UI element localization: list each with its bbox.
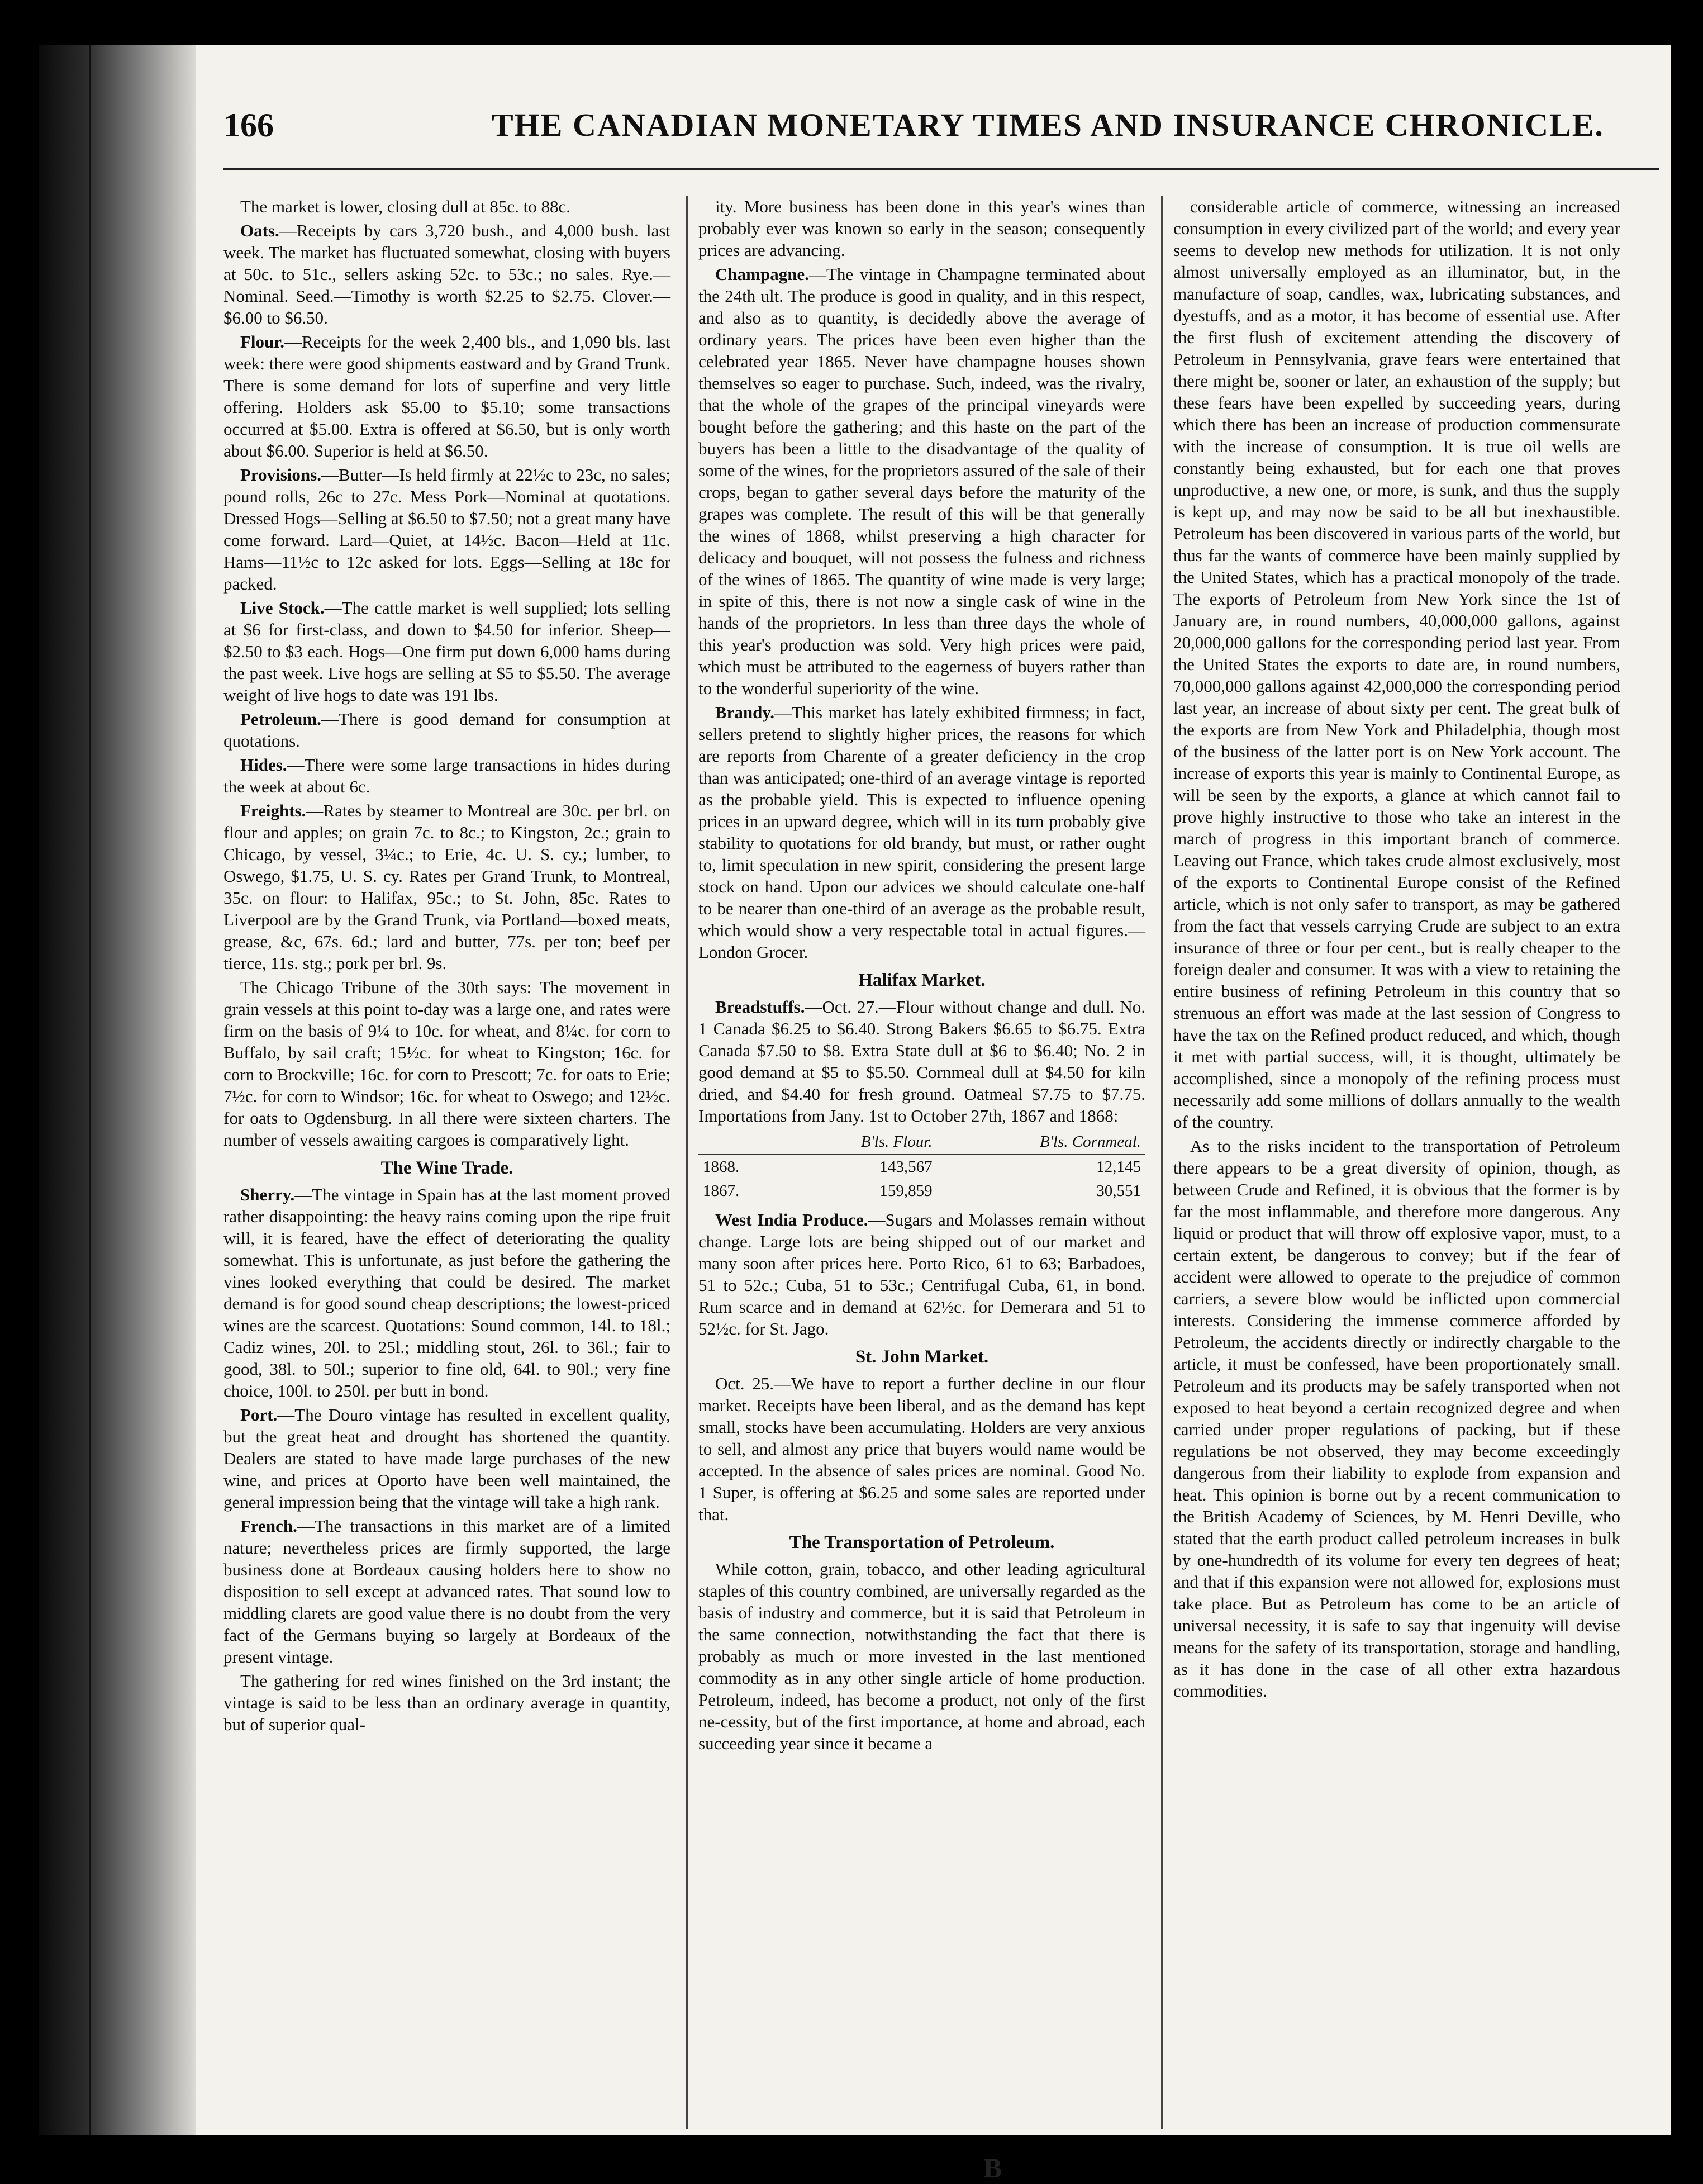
paragraph: The Chicago Tribune of the 30th says: The movement in grain vessels at this point to-day was a large one, and rates were firm on the basis of 9¼ to 10c. for wheat, and 8¼c. for corn to Buffalo, by sail craft; 15½c. for wheat to Kingston; 16c. for corn to Brockville; 16c. for corn to Prescott; 7c. for oats to Erie; 7½c. for corn to Windsor; 16c. for wheat to Oswego; and 12½c. for oats to Ogdensburg. In all there were sixteen charters. The number of vessels awaiting cargoes is comparatively light. <box>223 977 670 1150</box>
paragraph: While cotton, grain, tobacco, and other leading agricultural staples of this country combined, are universally regarded as the basis of industry and commerce, but it is said that Petroleum in the same connection, notwithstanding the fact that there is probably as much or more invested in the last mentioned commodity as in any other single article of home production. Petroleum, indeed, has become a product, not only of the first ne-cessity, but of the first importance, at home and abroad, each succeeding year since it became a <box>698 1559 1145 1753</box>
paragraph: Oct. 25.—We have to report a further decline in our flour market. Receipts have been liberal, and as the demand has kept small, stocks have been accumulating. Holders are very anxious to sell, and almost any price that buyers would name would be accepted. In the absence of sales prices are nominal. Good No. 1 Super, is offering at $6.25 and some sales are reported under that. <box>698 1374 1145 1524</box>
header-rule <box>223 168 1659 170</box>
paragraph: The gathering for red wines finished on the 3rd instant; the vintage is said to be less than an ordinary average in quantity, but of superior qual- <box>223 1671 670 1734</box>
section-heading: The Wine Trade. <box>380 1158 513 1178</box>
paragraph: ity. More business has been done in this year's wines than probably ever was known so early in the season; consequently prices are advancing. <box>698 197 1145 260</box>
paragraph: The market is lower, closing dull at 85c. to 88c. <box>240 197 571 216</box>
paragraph: Freights.—Rates by steamer to Montreal are 30c. per brl. on flour and apples; on grain 7c. to 8c.; to Kingston, 2c.; grain to Chicago, by vessel, 3¼c.; to Erie, 4c. U. S. cy.; lumber, to Oswego, $1.75, U. S. cy. Rates per Grand Trunk, to Montreal, 35c. on flour: to Halifax, 95c.; to St. John, 85c. Rates to Liverpool are by the Grand Trunk, via Portland—boxed meats, grease, &c, 67s. 6d.; lard and butter, 77s. per ton; beef per tierce, 11s. stg.; pork per brl. 9s. <box>223 801 670 973</box>
paragraph: Champagne.—The vintage in Champagne terminated about the 24th ult. The produce is good in quality, and in this respect, and also as to quantity, is decidedly above the average of ordinary years. The prices have been even higher than the celebrated year 1865. Never have champagne houses shown themselves so eager to purchase. Such, indeed, was the rivalry, that the whole of the grapes of the principal vineyards were bought before the gathering; and this haste on the part of the buyers has been a little to the disadvantage of the quality of some of the wines, for the proprietors assured of the sale of their crops, began to gather several days before the maturity of the grapes was complete. The result of this will be that generally the wines of 1868, whilst preserving a high character for delicacy and bouquet, will not possess the fulness and richness of the wines of 1865. The quantity of wine made is very large; in spite of this, there is not now a single cask of wine in the hands of the proprietors. In less than three days the whole of this year's production was sold. Very high prices were paid, which must be attributed to the eagerness of buyers rather than to the wonderful superiority of the wine. <box>698 264 1145 698</box>
page-edge-line <box>89 45 91 2135</box>
section-heading: The Transportation of Petroleum. <box>789 1532 1055 1552</box>
paragraph: Provisions.—Butter—Is held firmly at 22½c to 23c, no sales; pound rolls, 26c to 27c. Mess Pork—Nominal at quotations. Dressed Hogs—Selling at $6.50 to $7.50; not a great many have come forward. Lard—Quiet, at 14½c. Bacon—Held at 11c. Hams—11½c to 12c asked for lots. Eggs—Selling at 18c for packed. <box>223 465 670 594</box>
table-header-cell <box>698 1130 784 1155</box>
column-divider <box>1161 196 1163 2129</box>
running-title: THE CANADIAN MONETARY TIMES AND INSURANCE CHRONICLE. <box>492 107 1604 143</box>
table-row <box>698 1179 1145 1203</box>
book-gutter-shadow <box>39 45 196 2135</box>
table-cell: 1867. <box>703 1182 740 1200</box>
paragraph: Flour.—Receipts for the week 2,400 bls., and 1,090 bls. last week: there were good shipments eastward and by Grand Trunk. There is some demand for lots of superfine and very little offering. Holders ask $5.00 to $5.10; some transactions occurred at $5.00. Extra is offered at $6.50, but is only worth about $6.00. Superior is held at $6.50. <box>223 332 670 460</box>
table-cell: 30,551 <box>1096 1182 1141 1200</box>
table-cell: 12,145 <box>1096 1158 1141 1176</box>
table-cell: 159,859 <box>879 1182 933 1200</box>
column-3 <box>1173 196 1620 2129</box>
table-header-cell: B'ls. Flour. <box>784 1130 937 1155</box>
paragraph: Sherry.—The vintage in Spain has at the last moment proved rather disappointing: the heavy rains coming upon the ripe fruit will, it is feared, have the effect of deteriorating the quality somewhat. This is unfortunate, as just before the gathering the vines looked everything that could be desired. The market demand is for good sound cheap descriptions; the lowest-priced wines are the scarcest. Quotations: Sound common, 14l. to 18l.; Cadiz wines, 20l. to 25l.; middling stout, 26l. to 36l.; fair to good, 38l. to 50l.; superior to fine old, 64l. to 90l.; very fine choice, 100l. to 250l. per butt in bond. <box>223 1185 670 1400</box>
paragraph: Port.—The Douro vintage has resulted in excellent quality, but the great heat and drought has shortened the quantity. Dealers are stated to have made large purchases of the new wine, and prices at Oporto have been well maintained, the general impression being that the vintage will take a high rank. <box>223 1405 670 1512</box>
imports-table <box>698 1130 1145 1203</box>
paragraph: Oats.—Receipts by cars 3,720 bush., and 4,000 bush. last week. The market has fluctuated somewhat, closing with buyers at 50c. to 51c., sellers asking 52c. to 53c.; no sales. Rye.—Nominal. Seed.—Timothy is worth $2.25 to $2.75. Clover.—$6.00 to $6.50. <box>223 221 670 327</box>
section-heading: St. John Market. <box>855 1347 989 1367</box>
table-header-cell: B'ls. Cornmeal. <box>937 1130 1145 1155</box>
paragraph: Brandy.—This market has lately exhibited firmness; in fact, sellers pretend to slightly higher prices, the reasons for which are reports from Charente of a greater deficiency in the crop than was anticipated; one-third of an average vintage is reported as the probable yield. This is expected to influence opening prices in an upward degree, which will in its turn probably give stability to quotations for old brandy, but must, or rather ought to, limit speculation in new spirit, considering the present large stock on hand. Upon our advices we should calculate one-half to be nearer than one-third of an average as the probable result, which would show a very respectable total in actual figures.—London Grocer. <box>698 702 1145 962</box>
column-2 <box>698 196 1145 2129</box>
page-header <box>223 106 1659 151</box>
paragraph: considerable article of commerce, witnessing an increased consumption in every civilized part of the world; and every year seems to develop new methods for utilization. It is not only almost universally employed as an illuminator, but, in the manufacture of soap, candles, wax, lubricating substances, and dyestuffs, and as a motor, it has become of essential use. After the first flush of excitement attending the discovery of Petroleum in Pennsylvania, grave fears were entertained that there might be, sooner or later, an exhaustion of the supply; but these fears have been expelled by succeeding years, during which there has been an increase of production commensurate with the increase of consumption. It is true oil wells are constantly being exhausted, but for each one that proves unproductive, a new one, or more, is sunk, and thus the supply is kept up, and may now be said to be all but inexhaustible. Petroleum has been discovered in various parts of the world, but thus far the wants of commerce have been mainly supplied by the United States, which has a practical monopoly of the trade. The exports of Petroleum from New York since the 1st of January are, in round numbers, 40,000,000 gallons, against 20,000,000 gallons for the corresponding period last year. From the United States the exports to date are, in round numbers, 70,000,000 gallons against 42,000,000 the corresponding period last year, an increase of about sixty per cent. The great bulk of the exports are from New York and Philadelphia, though most of the business of the latter port is on New York account. The increase of exports this year is mainly to Continental Europe, as will be seen by the exports, a glance at which cannot fail to prove highly instructive to those who take an interest in the march of progress in this important branch of commerce. Leaving out France, which takes crude almost exclusively, most of the exports to Continental Europe consist of the Refined article, which is not only safer to transport, as may be gathered from the fact that vessels carrying Crude are subject to an extra insurance of three or four per cent., but is really cheaper to the foreign dealer and consumer. It was with a view to retaining the entire business of refining Petroleum in this country that so strenuous an effort was made at the last session of Congress to have the tax on the Refined product reduced, and which, though it met with partial success, will, it is thought, ultimately be accomplished, since a monopoly of the refining process must necessarily add some millions of dollars annually to the wealth of the country. <box>1173 197 1620 1132</box>
paragraph: Breadstuffs.—Oct. 27.—Flour without change and dull. No. 1 Canada $6.25 to $6.40. Strong Bakers $6.65 to $6.75. Extra Canada $7.50 to $8. Extra State dull at $6 to $6.40; No. 2 in good demand at $5 to $5.50. Cornmeal dull at $4.50 for kiln dried, and $4.40 for fresh ground. Oatmeal $7.75 to $7.75. Importations from Jany. 1st to October 27th, 1867 and 1868: <box>698 997 1145 1126</box>
column-1 <box>223 196 670 2129</box>
table-cell: 143,567 <box>879 1158 933 1176</box>
paragraph: West India Produce.—Sugars and Molasses remain without change. Large lots are being shipped out of our market and many soon after prices here. Porto Rico, 61 to 63; Barbadoes, 51 to 52c.; Cuba, 51 to 53c.; Centrifugal Cuba, 61, in bond. Rum scarce and in demand at 62½c. for Demerara and 51 to 52½c. for St. Jago. <box>698 1210 1145 1338</box>
column-divider <box>686 196 688 2129</box>
table-header-row <box>698 1130 1145 1155</box>
section-heading: Halifax Market. <box>858 970 986 990</box>
paragraph: Petroleum.—There is good demand for consumption at quotations. <box>223 709 670 751</box>
paragraph: Hides.—There were some large transactions in hides during the week at about 6c. <box>223 755 670 796</box>
table-row <box>698 1155 1145 1179</box>
newspaper-page <box>39 45 1671 2183</box>
signature-mark: B <box>983 2152 1002 2183</box>
paragraph: Live Stock.—The cattle market is well supplied; lots selling at $6 for first-class, and down to $4.50 for inferior. Sheep—$2.50 to $3 each. Hogs—One firm put down 6,000 hams during the past week. Live hogs are selling at $5 to $5.50. The average weight of live hogs to date was 191 lbs. <box>223 598 670 705</box>
paragraph: As to the risks incident to the transportation of Petroleum there appears to be a great diversity of opinion, though, as between Crude and Refined, it is obvious that the former is by far the most inflammable, and therefore more dangerous. Any liquid or product that will throw off explosive vapor, must, to a certain extent, be dangerous to convey; but if the fear of accident were allowed to operate to the prejudice of common carriers, a severe blow would be inflicted upon commercial interests. Considering the immense commerce afforded by Petroleum, the accidents directly or indirectly chargable to the article, it must be confessed, have been proportionately small. Petroleum and its products may be safely transported when not exposed to heat beyond a certain recognized degree and when carried under proper regulations of packing, but if these regulations be not observed, they may become exceedingly dangerous from their liability to explode from expansion and heat. This opinion is borne out by a recent communication to the British Academy of Sciences, by M. Henri Deville, who stated that the earth product called petroleum increases in bulk by one-hundredth of its volume for every ten degrees of heat; and that if this expansion were not allowed for, explosions must take place. But as Petroleum has come to be an article of universal necessity, it is safe to say that ingenuity will devise means for the safety of its transportation, storage and handling, as it has done in the case of all other extra hazardous commodities. <box>1173 1136 1620 1701</box>
paragraph: French.—The transactions in this market are of a limited nature; nevertheless prices are firmly supported, the large business done at Bordeaux causing holders here to show no disposition to sell except at advanced rates. That sound low to middling clarets are good value there is no doubt from the very fact of the Germans buying so largely at Bordeaux of the present vintage. <box>223 1516 670 1667</box>
page-number: 166 <box>223 107 274 144</box>
table-cell: 1868. <box>703 1158 740 1176</box>
